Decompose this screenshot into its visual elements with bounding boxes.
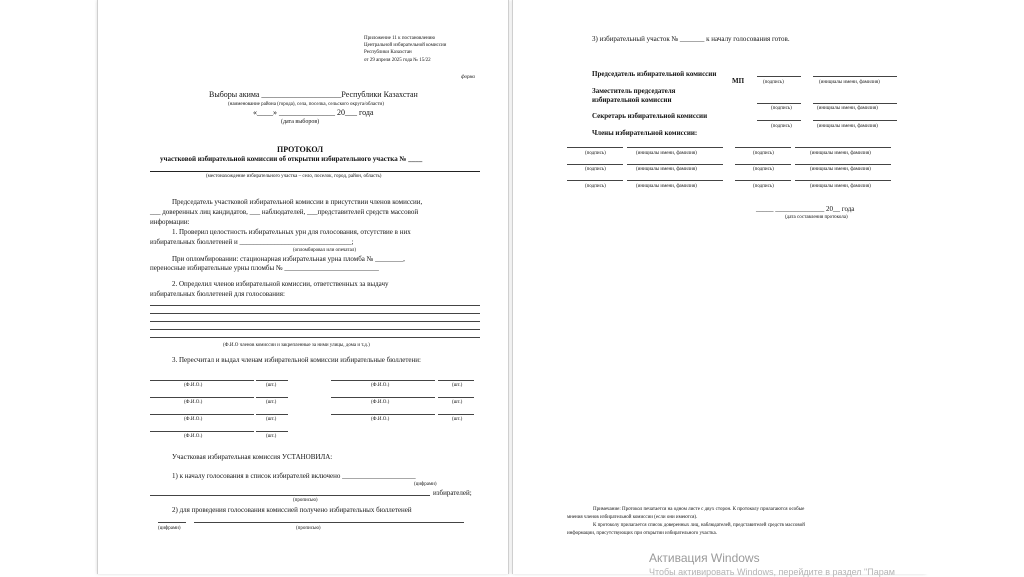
election-date-line: «____» ______________ 20___ года: [253, 108, 374, 117]
fio-label: (Ф.И.О.): [371, 400, 390, 405]
fio-label: (Ф.И.О.): [371, 383, 390, 388]
sht-label: (шт.): [266, 417, 277, 422]
initials-hint: (инициалы имени, фамилия): [817, 124, 878, 129]
item3-line: 3. Пересчитал и выдал членам избирательной комиссии избирательные бюллетени:: [172, 356, 421, 364]
initials-hint: (инициалы имени, фамилия): [819, 80, 880, 85]
seal-mp: МП: [732, 77, 745, 85]
blank-line: [150, 414, 254, 415]
signature-line: [735, 180, 791, 181]
blank-line: [150, 337, 480, 338]
windows-activation-hint: Чтобы активировать Windows, перейдите в раздел "Парам: [649, 567, 895, 577]
blank-line: [158, 522, 186, 523]
blank-line: [256, 431, 288, 432]
item2-hint: (Ф.И.О членов комиссии и закрепленные за ними улицы, дома и т.д.): [223, 343, 370, 348]
name-line: [813, 120, 897, 121]
initials-hint: (инициалы имени, фамилия): [810, 184, 871, 189]
sht-label: (шт.): [452, 400, 463, 405]
blank-line: [438, 414, 474, 415]
signature-hint: (подпись): [771, 106, 792, 111]
deputy-label: избирательной комиссии: [592, 96, 672, 104]
signature-line: [567, 147, 623, 148]
signature-line: [567, 164, 623, 165]
signature-line: [735, 147, 791, 148]
name-line: [795, 147, 891, 148]
initials-hint: (инициалы имени, фамилия): [810, 167, 871, 172]
name-line: [627, 180, 723, 181]
signature-line: [567, 180, 623, 181]
paragraph-line: информации:: [150, 218, 190, 226]
signature-hint: (подпись): [753, 167, 774, 172]
name-line: [627, 147, 723, 148]
paragraph-line: Председатель участковой избирательной комиссии в присутствии членов комиссии,: [172, 198, 423, 206]
blank-line: [150, 397, 254, 398]
blank-line: [256, 380, 288, 381]
blank-line: [256, 414, 288, 415]
initials-hint: (инициалы имени, фамилия): [636, 151, 697, 156]
document-page-1: [97, 0, 509, 574]
blank-line: [256, 397, 288, 398]
blank-line: [150, 380, 254, 381]
signature-hint: (подпись): [585, 167, 606, 172]
appendix-line: Приложение 11 к постановлению: [364, 36, 436, 41]
secretary-label: Секретарь избирательной комиссии: [592, 112, 708, 120]
seal-line: При опломбировании: стационарная избирательная урна пломба № ________,: [172, 255, 405, 263]
elections-hint: (наименование района (города), села, поселка, сельского округа/области): [228, 102, 384, 107]
blank-line: [438, 380, 474, 381]
name-line: [795, 180, 891, 181]
initials-hint: (инициалы имени, фамилия): [636, 184, 697, 189]
signature-hint: (подпись): [771, 124, 792, 129]
protocol-title: ПРОТОКОЛ: [277, 145, 324, 154]
blank-line: [150, 495, 430, 496]
fio-label: (Ф.И.О.): [184, 417, 203, 422]
voters-label: избирателей;: [433, 489, 472, 497]
item1-hint: (опломбировал или опечатал): [293, 248, 357, 253]
digits-hint: (цифрами): [158, 526, 181, 531]
fio-label: (Ф.И.О.): [184, 383, 203, 388]
deputy-label: Заместитель председателя: [592, 87, 676, 95]
words-hint: (прописью): [296, 526, 321, 531]
note-line: К протоколу прилагается список доверенных лиц, наблюдателей, представителей средств массовой: [593, 523, 805, 528]
blank-line: [150, 329, 480, 330]
note-line: Примечание: Протокол печатается на одном листе с двух сторон. К протоколу прилагаются особые: [593, 507, 805, 512]
form-label: форма: [461, 75, 475, 80]
appendix-line: Республики Казахстан: [364, 50, 412, 55]
signature-hint: (подпись): [763, 80, 784, 85]
signature-line: [757, 120, 801, 121]
initials-hint: (инициалы имени, фамилия): [636, 167, 697, 172]
seal-line: переносные избирательные урны пломбы № ___________________________: [150, 264, 379, 272]
location-hint: (местонахождение избирательного участка – село, поселок, город, район, область): [206, 174, 382, 179]
blank-line: [150, 305, 480, 306]
station-ready-line: 3) избирательный участок № _______ к началу голосования готов.: [592, 35, 790, 43]
sht-label: (шт.): [266, 383, 277, 388]
blank-line: [150, 431, 254, 432]
appendix-line: Центральной избирательной комиссии: [364, 43, 447, 48]
signature-hint: (подпись): [753, 151, 774, 156]
fio-label: (Ф.И.О.): [184, 434, 203, 439]
blank-line: [331, 380, 435, 381]
fio-label: (Ф.И.О.): [371, 417, 390, 422]
name-line: [813, 76, 897, 77]
signature-line: [735, 164, 791, 165]
fio-label: (Ф.И.О.): [184, 400, 203, 405]
sht-label: (шт.): [266, 400, 277, 405]
document-page-2: [512, 0, 926, 574]
note-line: мнения членов избирательной комиссии (если они имеются).: [567, 515, 698, 520]
words-hint: (прописью): [293, 498, 318, 503]
note-line: информации, присутствующих при открытии избирательного участка.: [567, 531, 717, 536]
signature-hint: (подпись): [585, 184, 606, 189]
blank-line: [150, 321, 480, 322]
blank-line: [150, 313, 480, 314]
established-heading: Участковая избирательная комиссия УСТАНОВИЛА:: [172, 453, 333, 461]
members-label: Члены избирательной комиссии:: [592, 129, 698, 137]
initials-hint: (инициалы имени, фамилия): [817, 106, 878, 111]
blank-line: [438, 397, 474, 398]
blank-line: [331, 397, 435, 398]
item2-line: 2. Определил членов избирательной комиссии, ответственных за выдачу: [172, 280, 389, 288]
blank-line: [331, 414, 435, 415]
elections-line: Выборы акима ____________________Республики Казахстан: [209, 90, 418, 99]
established-item-1: 1) к началу голосования в список избирателей включено _____________________: [172, 472, 416, 480]
item1-line: избирательных бюллетеней и ________________________________;: [150, 238, 354, 246]
signature-hint: (подпись): [585, 151, 606, 156]
blank-line: [194, 522, 464, 523]
initials-hint: (инициалы имени, фамилия): [810, 151, 871, 156]
name-line: [627, 164, 723, 165]
protocol-subtitle: участковой избирательной комиссии об открытии избирательного участка № ____: [160, 155, 423, 163]
digits-hint: (цифрами): [414, 482, 437, 487]
signature-line: [757, 103, 801, 104]
sht-label: (шт.): [266, 434, 277, 439]
windows-activation-watermark: Активация Windows: [649, 551, 760, 565]
signature-hint: (подпись): [753, 184, 774, 189]
signature-line: [757, 76, 801, 77]
sht-label: (шт.): [452, 417, 463, 422]
sht-label: (шт.): [452, 383, 463, 388]
paragraph-line: ___ доверенных лиц кандидатов, ___ наблюдателей, ___представителей средств массовой: [150, 208, 419, 216]
election-date-hint: (дата выборов): [281, 119, 320, 125]
appendix-line: от 29 апреля 2025 года № 15/22: [364, 58, 431, 63]
item2-line: избирательных бюллетеней для голосования:: [150, 290, 285, 298]
chairman-label: Председатель избирательной комиссии: [592, 70, 717, 78]
protocol-date-line: _____ ______________ 20__ года: [756, 205, 855, 213]
item1-line: 1. Проверил целостность избирательных урн для голосования, отсутствие в них: [172, 228, 411, 236]
location-line: [150, 171, 480, 172]
protocol-date-hint: (дата составления протокола): [785, 215, 848, 220]
blank-margin: [924, 0, 1024, 574]
name-line: [795, 164, 891, 165]
established-item-2: 2) для проведения голосования комиссией получено избирательных бюллетеней: [172, 506, 412, 514]
name-line: [813, 103, 897, 104]
